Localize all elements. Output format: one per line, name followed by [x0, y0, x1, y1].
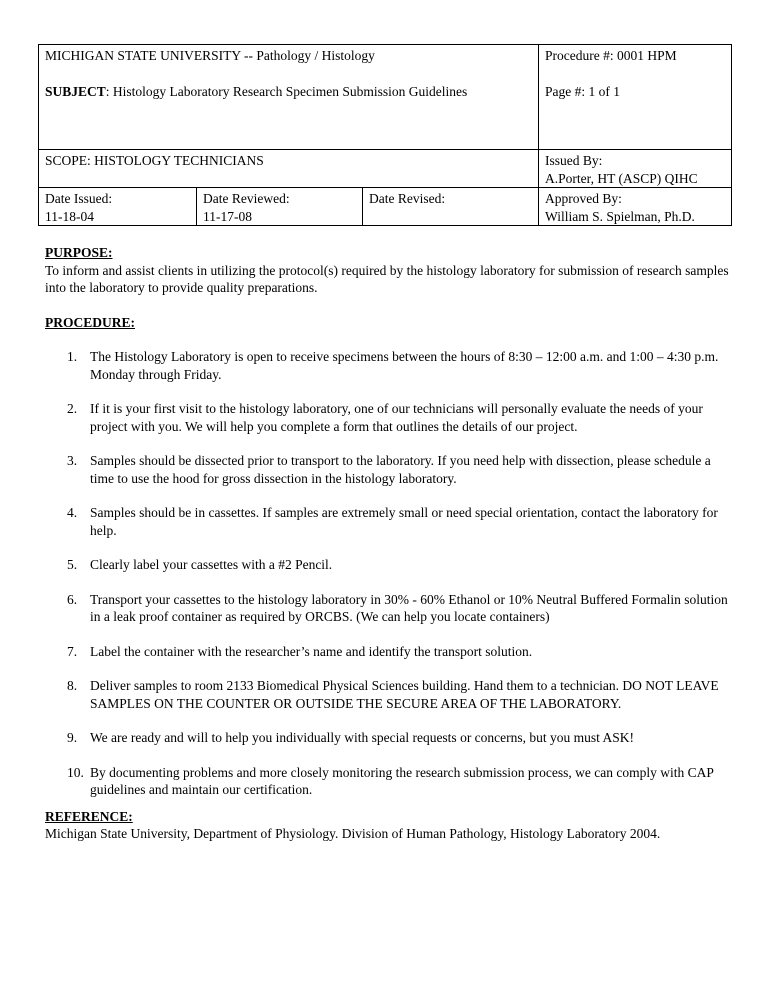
purpose-text: To inform and assist clients in utilizing the protocol(s) required by the histology laboratory for submission of research samples into the laboratory to provide quality preparations. [45, 262, 729, 295]
procedure-cell [539, 45, 732, 150]
step-item [45, 764, 735, 799]
scope-text: SCOPE: HISTOLOGY TECHNICIANS [45, 153, 264, 168]
reference-text: Michigan State University, Department of Physiology. Division of Human Pathology, Histology Laboratory 2004. [45, 826, 661, 841]
procedure-heading: PROCEDURE: [45, 314, 135, 330]
step-number: 3. [67, 453, 78, 468]
step-number: 6. [67, 591, 78, 607]
step-text: Deliver samples to room 2133 Biomedical Physical Sciences building. Hand them to a technician. DO NOT LEAVE SAMPLES ON THE COUNTER OR OUTSIDE THE SECURE AREA OF THE LABORATORY. [90, 678, 719, 711]
step-number: 7. [67, 643, 78, 659]
step-number: 2. [67, 401, 78, 416]
issued-by-cell [539, 150, 732, 188]
date-revised-label: Date Revised: [369, 191, 446, 206]
step-number: 10. [67, 764, 84, 780]
date-issued-value: 11-18-04 [45, 208, 94, 224]
step-text: Samples should be in cassettes. If samples are extremely small or need special orientation, contact the laboratory for help. [90, 505, 718, 538]
approved-by-cell [539, 188, 732, 226]
page-number: Page #: 1 of 1 [545, 83, 620, 99]
step-text: Samples should be dissected prior to transport to the laboratory. If you need help with dissection, please schedule a time to use the hood for gross dissection in the histology laboratory. [90, 453, 711, 486]
step-item [45, 556, 735, 574]
issued-by-value: A.Porter, HT (ASCP) QIHC [545, 170, 698, 186]
reference-heading: REFERENCE: [45, 808, 133, 824]
step-text: Transport your cassettes to the histology laboratory in 30% - 60% Ethanol or 10% Neutral Buffered Formalin solution in a leak proof container as required by ORCBS. (We can help you locate containers) [90, 591, 728, 624]
subject-text: : Histology Laboratory Research Specimen Submission Guidelines [105, 83, 468, 99]
purpose-heading: PURPOSE: [45, 245, 113, 260]
institution-title: MICHIGAN STATE UNIVERSITY -- Pathology / Histology [45, 48, 375, 63]
date-reviewed-value: 11-17-08 [203, 208, 252, 224]
procedure-header-table [38, 44, 732, 226]
title-cell [39, 45, 539, 150]
step-text: By documenting problems and more closely monitoring the research submission process, we can comply with CAP guidelines and maintain our certification. [90, 764, 714, 797]
scope-cell [39, 150, 539, 188]
procedure-number: Procedure #: 0001 HPM [545, 48, 677, 63]
document-body [45, 244, 735, 843]
date-reviewed-cell [197, 188, 363, 226]
step-item [45, 400, 735, 435]
step-number: 4. [67, 505, 78, 520]
date-reviewed-label: Date Reviewed: [203, 191, 290, 206]
procedure-steps [45, 348, 735, 799]
step-text: The Histology Laboratory is open to receive specimens between the hours of 8:30 – 12:00 a.m. and 1:00 – 4:30 p.m. Monday through Friday. [90, 349, 719, 382]
date-issued-label: Date Issued: [45, 191, 113, 206]
step-number: 9. [67, 730, 78, 745]
step-number: 5. [67, 557, 78, 572]
step-item [45, 348, 735, 383]
step-item [45, 729, 735, 747]
date-issued-cell [39, 188, 197, 226]
issued-by-label: Issued By: [545, 153, 603, 168]
reference-section [45, 808, 735, 843]
step-item [45, 591, 735, 626]
subject-line [45, 83, 532, 101]
step-text: Label the container with the researcher’s name and identify the transport solution. [90, 643, 533, 659]
date-revised-cell [363, 188, 539, 226]
step-number: 1. [67, 349, 78, 364]
approved-by-label: Approved By: [545, 191, 622, 206]
step-text: We are ready and will to help you individually with special requests or concerns, but you must ASK! [90, 730, 635, 745]
step-item [45, 643, 735, 661]
subject-label: SUBJECT [45, 83, 106, 99]
approved-by-value: William S. Spielman, Ph.D. [545, 208, 695, 224]
step-item [45, 504, 735, 539]
step-number: 8. [67, 678, 78, 693]
step-text: If it is your first visit to the histology laboratory, one of our technicians will personally evaluate the needs of your project with you. We will help you complete a form that outlines the details of our project. [90, 401, 703, 434]
step-item [45, 677, 735, 712]
step-item [45, 452, 735, 487]
purpose-section [45, 244, 735, 297]
step-text: Clearly label your cassettes with a #2 Pencil. [90, 557, 333, 572]
